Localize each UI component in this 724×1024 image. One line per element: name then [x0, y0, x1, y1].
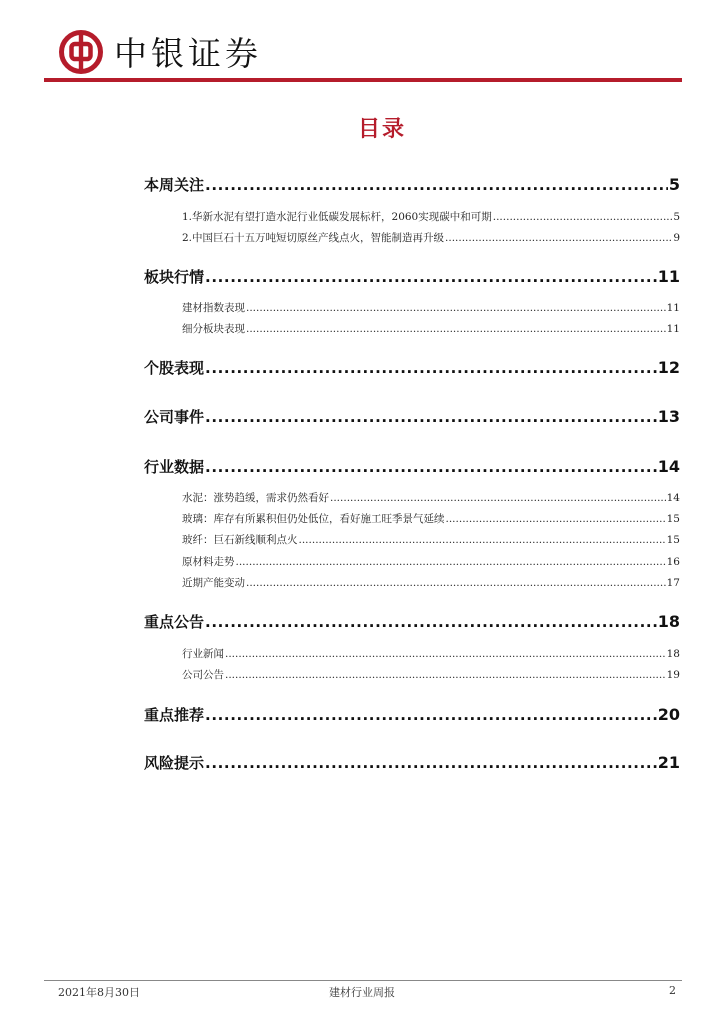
toc-entry-page: 11	[666, 323, 680, 335]
toc-entry-page: 12	[657, 358, 680, 377]
toc-entry-page: 9	[673, 232, 680, 244]
toc-leader-dots	[205, 458, 657, 476]
toc-leader-dots	[299, 534, 666, 546]
toc-leader-dots	[493, 211, 673, 223]
toc-section-entry[interactable]	[144, 456, 680, 477]
toc-entry-label: 重点公告	[144, 613, 205, 631]
toc-entry-label: 建材指数表现	[182, 302, 245, 314]
toc-entry-page: 20	[657, 705, 680, 724]
toc-entry-page: 16	[666, 556, 680, 568]
toc-entry-label: 行业数据	[144, 458, 205, 476]
toc-entry-page: 18	[657, 612, 680, 631]
toc-entry-label: 重点推荐	[144, 706, 205, 724]
toc-section-entry[interactable]	[144, 704, 680, 725]
footer-date: 2021年8月30日	[58, 986, 140, 999]
toc-leader-dots	[205, 176, 668, 194]
toc-entry-page: 5	[668, 175, 680, 194]
toc-leader-dots	[246, 302, 666, 314]
toc-leader-dots	[246, 577, 666, 589]
toc-entry-page: 11	[666, 302, 680, 314]
toc-subsection-entry[interactable]	[182, 554, 680, 569]
toc-leader-dots	[205, 359, 657, 377]
toc-section-entry[interactable]	[144, 357, 680, 378]
toc-entry-page: 18	[666, 648, 680, 660]
toc-entry-label: 玻璃：库存有所累积但仍处低位，看好施工旺季景气延续	[182, 513, 445, 525]
toc-subsection-entry[interactable]	[182, 532, 680, 547]
toc-section-entry[interactable]	[144, 406, 680, 427]
toc-subsection-entry[interactable]	[182, 511, 680, 526]
toc-subsection-entry[interactable]	[182, 646, 680, 661]
toc-entry-label: 板块行情	[144, 268, 205, 286]
toc-entry-label: 风险提示	[144, 754, 205, 772]
toc-leader-dots	[246, 323, 666, 335]
toc-entry-page: 5	[673, 211, 680, 223]
toc-leader-dots	[205, 613, 657, 631]
toc-leader-dots	[205, 706, 657, 724]
toc-subsection-entry[interactable]	[182, 321, 680, 336]
toc-leader-dots	[445, 232, 672, 244]
toc-entry-page: 14	[657, 457, 680, 476]
toc-entry-label: 行业新闻	[182, 648, 224, 660]
toc-title: 目录	[357, 117, 406, 142]
toc-section-entry[interactable]	[144, 174, 680, 195]
toc-entry-page: 11	[657, 267, 680, 286]
toc-leader-dots	[205, 754, 657, 772]
toc-subsection-entry[interactable]	[182, 667, 680, 682]
toc-entry-page: 15	[666, 513, 680, 525]
toc-section-entry[interactable]	[144, 752, 680, 773]
footer-report-title: 建材行业周报	[329, 986, 395, 999]
toc-entry-page: 19	[666, 669, 680, 681]
toc-entry-page: 13	[657, 407, 680, 426]
toc-entry-label: 公司公告	[182, 669, 224, 681]
toc-entry-label: 细分板块表现	[182, 323, 245, 335]
footer-page-number: 2	[669, 984, 676, 997]
toc-section-entry[interactable]	[144, 611, 680, 632]
footer-rule	[44, 980, 682, 981]
toc-entry-page: 15	[666, 534, 680, 546]
toc-leader-dots	[205, 408, 657, 426]
brand-name: 中银证券	[114, 34, 262, 73]
toc-subsection-entry[interactable]	[182, 230, 680, 245]
toc-leader-dots	[236, 556, 666, 568]
toc-leader-dots	[225, 669, 666, 681]
toc-subsection-entry[interactable]	[182, 209, 680, 224]
toc-entry-page: 17	[666, 577, 680, 589]
toc-leader-dots	[446, 513, 666, 525]
toc-leader-dots	[225, 648, 666, 660]
toc-entry-page: 14	[666, 492, 680, 504]
toc-entry-label: 本周关注	[144, 176, 205, 194]
toc-subsection-entry[interactable]	[182, 575, 680, 590]
toc-entry-label: 1.华新水泥有望打造水泥行业低碳发展标杆，2060实现碳中和可期	[182, 211, 492, 223]
toc-entry-label: 原材料走势	[182, 556, 235, 568]
toc-subsection-entry[interactable]	[182, 490, 680, 505]
toc-entry-label: 近期产能变动	[182, 577, 245, 589]
toc-entry-label: 玻纤：巨石新线顺利点火	[182, 534, 298, 546]
toc-entry-page: 21	[657, 753, 680, 772]
toc-subsection-entry[interactable]	[182, 300, 680, 315]
toc-section-entry[interactable]	[144, 266, 680, 287]
toc-leader-dots	[205, 268, 657, 286]
toc-entry-label: 公司事件	[144, 408, 205, 426]
toc-entry-label: 水泥：涨势趋缓，需求仍然看好	[182, 492, 329, 504]
toc-entry-label: 个股表现	[144, 359, 205, 377]
toc-entry-label: 2.中国巨石十五万吨短切原丝产线点火，智能制造再升级	[182, 232, 445, 244]
toc-leader-dots	[330, 492, 666, 504]
